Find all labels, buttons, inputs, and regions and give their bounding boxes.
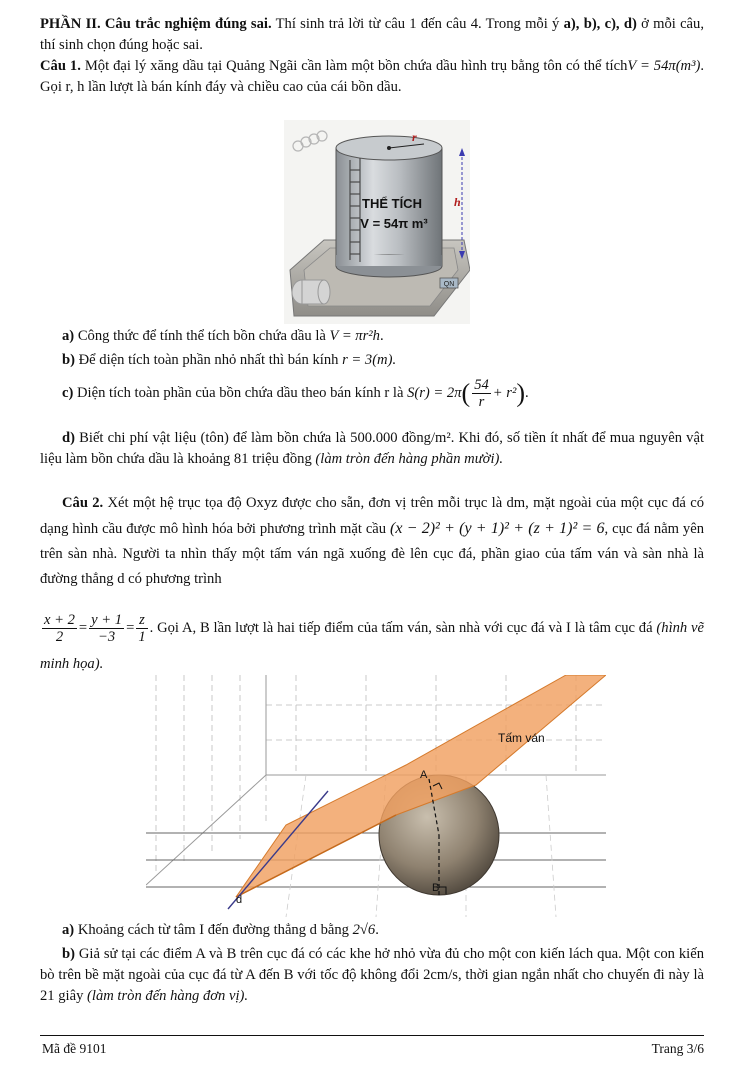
page-footer <box>40 1035 704 1056</box>
q1-c-fraction: $\frac{54}{r}$ <box>474 377 489 411</box>
oil-tank-figure <box>284 120 470 324</box>
q1-item-a: a) Công thức để tính thể tích bồn chứa dầu là V = πr²h. <box>62 328 384 344</box>
rock-board-figure <box>146 675 606 917</box>
volume-formula: V = 54π(m³) <box>627 58 701 74</box>
line-equation-row: $\frac{x + 2}{2}$ = $\frac{y + 1}{-3}$ = $\frac{z}{1}$ . Gọi A, B lần lượt là hai tiếp điểm của tấm ván, sàn nhà với cục đá và I là tâm cục đá (hình vẽ minh họa). <box>40 612 704 672</box>
question-1: Câu 1. Một đại lý xăng dầu tại Quảng Ngãi cần làm một bồn chứa dầu hình trụ bằng tôn có thể tíchV = 54π(m³). Gọi r, h lần lượt là bán kính đáy và chiều cao của cái bồn dầu. <box>40 58 704 95</box>
tank-plate: QN <box>443 281 455 288</box>
question-1-label: Câu 1. <box>40 58 81 74</box>
label-d: d <box>236 894 243 906</box>
question-2: Câu 2. Xét một hệ trục tọa độ Oxyz được cho sẵn, đơn vị trên mỗi trục là dm, mặt ngoài của một cục đá có dạng hình cầu được mô hình hóa bởi phương trình mặt cầu (x − 2)² + (y + 1)² + (z + 1)² = 6, cục đá nằm yên trên sàn nhà. Người ta nhìn thấy một tấm ván ngã xuống đè lên cục đá, phần giao của tấm ván và sàn nhà là đường thẳng d có phương trình <box>40 495 705 587</box>
q1-b-formula: r = 3(m). <box>342 352 397 368</box>
page-number: Trang 3/6 <box>651 1041 704 1056</box>
exam-code: Mã đề 9101 <box>42 1041 107 1056</box>
label-A: A <box>420 769 428 781</box>
q1-item-b: b) Để diện tích toàn phần nhỏ nhất thì bán kính r = 3(m). <box>62 352 397 368</box>
q1-item-c: c) Diện tích toàn phần của bồn chứa dầu theo bán kính r là S(r) = 2π( $\frac{54}{r}$ + r²). <box>62 377 529 411</box>
tank-volume: V = 54π m³ <box>360 216 428 231</box>
q2-item-b: b) Giả sử tại các điểm A và B trên cục đá có các khe hở nhỏ vừa đủ cho một con kiến lách qua. Một con kiến bò trên bề mặt ngoài của cục đá từ A đến B với tốc độ không đổi 2cm/s, thời gian ngắn nhất cho chuyến đi này là 21 giây (làm tròn đến hàng đơn vị). <box>40 946 704 1004</box>
q2-item-a: a) Khoảng cách từ tâm I đến đường thẳng d bằng 2√6. <box>62 922 379 938</box>
sphere-equation: (x − 2)² + (y + 1)² + (z + 1)² = 6 <box>389 520 605 537</box>
tank-title: THỂ TÍCH <box>362 196 422 211</box>
part-heading: PHẦN II. Câu trắc nghiệm đúng sai. <box>40 16 272 32</box>
q1-item-d: d) Biết chi phí vật liệu (tôn) để làm bồn chứa là 500.000 đồng/m². Khi đó, số tiền ít nhất để mua nguyên vật liệu làm bồn chứa dầu là khoảng 81 triệu đồng (làm tròn đến hàng phần mười). <box>40 430 704 467</box>
pump-motor <box>292 280 330 304</box>
height-label: h <box>454 195 461 209</box>
label-B: B <box>432 882 440 894</box>
part-intro: PHẦN II. Câu trắc nghiệm đúng sai. Thí sinh trả lời từ câu 1 đến câu 4. Trong mỗi ý a), b), c), d) ở mỗi câu, thí sinh chọn đúng hoặc sai. <box>40 16 704 53</box>
q1-a-formula: V = πr²h <box>329 328 380 344</box>
radius-label: r <box>412 130 417 144</box>
q2-a-formula: 2√6 <box>352 922 376 938</box>
question-2-label: Câu 2. <box>62 495 104 511</box>
board-label: Tấm ván <box>498 731 545 745</box>
